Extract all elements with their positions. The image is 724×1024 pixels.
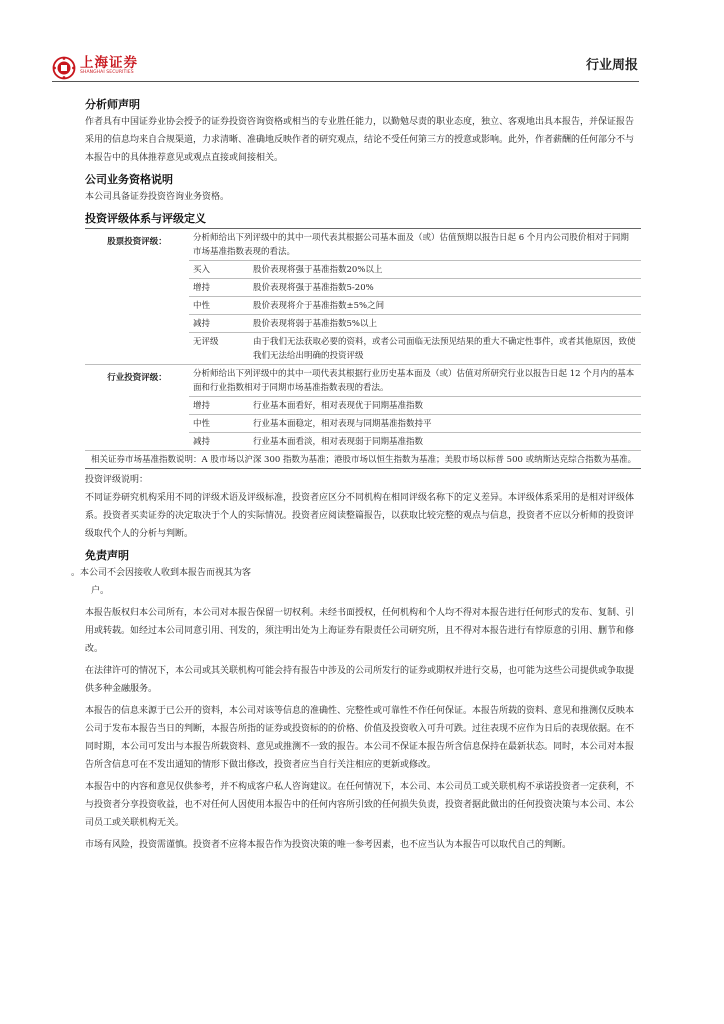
table-row bbox=[85, 229, 641, 261]
header-divider bbox=[52, 81, 639, 82]
rating-system-heading: 投资评级体系与评级定义 bbox=[85, 212, 206, 225]
table-row bbox=[85, 451, 641, 469]
disclaimer-paragraph: 本报告版权归本公司所有，本公司对本报告保留一切权利。未经书面授权，任何机构和个人均不得对本报告进行任何形式的发布、复制、引用或转载。如经过本公司同意引用、刊发的，须注明出处为上海证券有限责任公司研究所，且不得对本报告进行有悖原意的引用、删节和修改。 bbox=[85, 608, 635, 654]
rating-level: 减持 bbox=[189, 315, 249, 333]
rating-definition: 股价表现将强于基准指数5-20% bbox=[249, 279, 641, 297]
disclaimer-paragraph: 本报告的信息来源于已公开的资料，本公司对该等信息的准确性、完整性或可靠性不作任何保证。本报告所载的资料、意见和推测仅反映本公司于发布本报告当日的判断，本报告所指的证券或投资标的的价格、价值及投资收入可升可跌。过往表现不应作为日后的表现依据。在不同时期，本公司可发出与本报告所载资料、意见或推测不一致的报告。本公司不保证本报告所含信息保持在最新状态。同时，本公司对本报告所含信息可在不发出通知的情形下做出修改，投资者应当自行关注相应的更新或修改。 bbox=[85, 706, 635, 770]
analyst-statement-text: 作者具有中国证券业协会授予的证券投资咨询资格或相当的专业胜任能力，以勤勉尽责的职业态度，独立、客观地出具本报告，并保证报告采用的信息均来自合规渠道，力求清晰、准确地反映作者的研究观点，结论不受任何第三方的授意或影响。此外，作者薪酬的任何部分不与本报告中的具体推荐意见或观点直接或间接相关。 bbox=[85, 117, 635, 163]
rating-explanation-label: 投资评级说明： bbox=[85, 475, 149, 485]
logo-english-name: SHANGHAI SECURITIES bbox=[80, 70, 134, 75]
rating-definition: 行业基本面看好，相对表现优于同期基准指数 bbox=[249, 397, 641, 415]
document-type: 行业周报 bbox=[585, 58, 638, 73]
analyst-statement-heading: 分析师声明 bbox=[85, 98, 140, 111]
company-logo bbox=[52, 56, 138, 80]
benchmark-index-note: 相关证券市场基准指数说明：A 股市场以沪深 300 指数为基准；港股市场以恒生指数为基准；美股市场以标普 500 或纳斯达克综合指数为基准。 bbox=[85, 451, 641, 469]
rating-definition: 股价表现将介于基准指数±5%之间 bbox=[249, 297, 641, 315]
rating-level: 减持 bbox=[189, 433, 249, 451]
disclaimer-paragraph: 在法律许可的情况下，本公司或其关联机构可能会持有报告中涉及的公司所发行的证券或期权并进行交易，也可能为这些公司提供或争取提供多种金融服务。 bbox=[85, 666, 635, 694]
rating-level: 买入 bbox=[189, 261, 249, 279]
logo-seal-icon bbox=[52, 56, 76, 80]
stock-rating-description: 分析师给出下列评级中的其中一项代表其根据公司基本面及（或）估值预期以报告日起 6 个月内公司股价相对于同期市场基准指数表现的看法。 bbox=[189, 229, 641, 261]
stock-rating-label: 股票投资评级： bbox=[85, 229, 189, 365]
disclaimer-fragment: 。本公司不会因接收人收到本报告而视其为客 bbox=[71, 568, 252, 578]
rating-level: 增持 bbox=[189, 397, 249, 415]
disclaimer-fragment: 户。 bbox=[91, 586, 110, 596]
disclaimer-heading: 免责声明 bbox=[85, 549, 129, 562]
rating-definition-table bbox=[85, 228, 641, 469]
rating-definition: 股价表现将弱于基准指数5%以上 bbox=[249, 315, 641, 333]
industry-rating-description: 分析师给出下列评级中的其中一项代表其根据行业历史基本面及（或）估值对所研究行业以报告日起 12 个月内的基本面和行业指数相对于同期市场基准指数表现的看法。 bbox=[189, 365, 641, 397]
disclaimer-paragraph: 市场有风险，投资需谨慎。投资者不应将本报告作为投资决策的唯一参考因素，也不应当认为本报告可以取代自己的判断。 bbox=[85, 840, 572, 850]
rating-definition: 行业基本面稳定，相对表现与同期基准指数持平 bbox=[249, 415, 641, 433]
rating-definition: 由于我们无法获取必要的资料，或者公司面临无法预见结果的重大不确定性事件，或者其他原因，致使我们无法给出明确的投资评级 bbox=[249, 333, 641, 365]
qualification-heading: 公司业务资格说明 bbox=[85, 173, 173, 186]
rating-definition: 行业基本面看淡，相对表现弱于同期基准指数 bbox=[249, 433, 641, 451]
disclaimer-paragraph: 本报告中的内容和意见仅供参考，并不构成客户私人咨询建议。在任何情况下，本公司、本公司员工或关联机构不承诺投资者一定获利，不与投资者分享投资收益，也不对任何人因使用本报告中的任何内容所引致的任何损失负责，投资者据此做出的任何投资决策与本公司、本公司员工或关联机构无关。 bbox=[85, 782, 635, 828]
rating-definition: 股价表现将强于基准指数20%以上 bbox=[249, 261, 641, 279]
rating-level: 无评级 bbox=[189, 333, 249, 365]
page-content bbox=[71, 96, 641, 854]
page-header bbox=[52, 54, 638, 80]
rating-level: 中性 bbox=[189, 415, 249, 433]
rating-level: 增持 bbox=[189, 279, 249, 297]
qualification-text: 本公司具备证券投资咨询业务资格。 bbox=[85, 192, 230, 202]
rating-level: 中性 bbox=[189, 297, 249, 315]
rating-explanation-text: 不同证券研究机构采用不同的评级术语及评级标准，投资者应区分不同机构在相同评级名称下的定义差异。本评级体系采用的是相对评级体系。投资者买卖证券的决定取决于个人的实际情况。投资者应阅读整篇报告，以获取比较完整的观点与信息，投资者不应以分析师的投资评级取代个人的分析与判断。 bbox=[85, 493, 635, 539]
industry-rating-label: 行业投资评级： bbox=[85, 365, 189, 451]
logo-chinese-name: 上海证券 bbox=[80, 55, 138, 71]
table-row bbox=[85, 365, 641, 397]
